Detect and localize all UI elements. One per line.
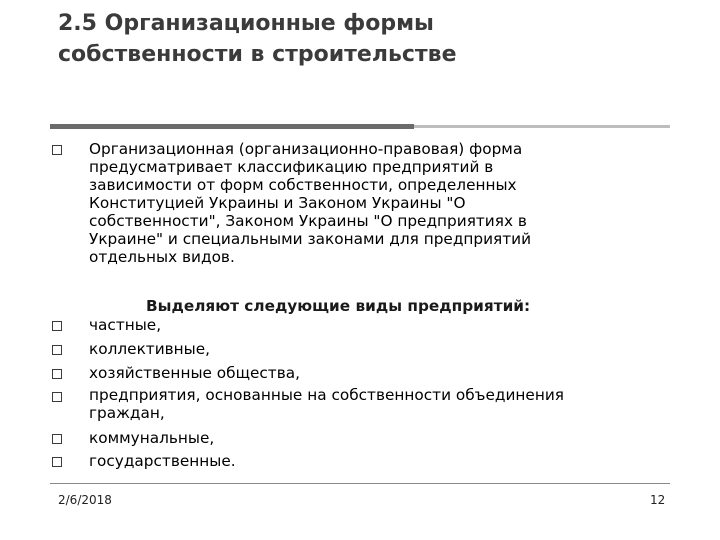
- list-item-line: граждан,: [89, 404, 165, 422]
- title-underline-light: [414, 125, 670, 128]
- paragraph-line: отдельных видов.: [89, 248, 235, 266]
- paragraph-line: Конституцией Украины и Законом Украины "О: [89, 194, 466, 212]
- slide-title-line-1: 2.5 Организационные формы: [58, 11, 434, 36]
- square-bullet-icon: [52, 321, 62, 331]
- list-item: [89, 386, 679, 422]
- paragraph-line: Организационная (организационно-правовая) форма: [89, 140, 523, 158]
- list-item-line: хозяйственные общества,: [89, 364, 300, 382]
- enterprise-types-subheading: Выделяют следующие виды предприятий:: [146, 297, 531, 315]
- intro-paragraph: [89, 140, 649, 266]
- square-bullet-icon: [52, 369, 62, 379]
- list-item-line: государственные.: [89, 452, 236, 470]
- paragraph-line: предусматривает классификацию предприятий в: [89, 158, 494, 176]
- list-item-line: частные,: [89, 316, 162, 334]
- paragraph-line: собственности", Законом Украины "О предприятиях в: [89, 212, 527, 230]
- list-item-line: коллективные,: [89, 340, 211, 358]
- square-bullet-icon: [52, 434, 62, 444]
- square-bullet-icon: [52, 392, 62, 402]
- footer-date: 2/6/2018: [58, 493, 112, 507]
- list-item-line: предприятия, основанные на собственности объединения: [89, 386, 564, 404]
- square-bullet-icon: [52, 145, 62, 155]
- list-item: [89, 428, 679, 449]
- slide-title-line-2: собственности в строительстве: [58, 42, 457, 67]
- paragraph-line: Украине" и специальными законами для предприятий: [89, 230, 532, 248]
- square-bullet-icon: [52, 457, 62, 467]
- title-underline: [50, 124, 670, 129]
- slide-title: [58, 8, 678, 70]
- title-underline-dark: [50, 124, 414, 129]
- list-item: [89, 315, 679, 336]
- paragraph-line: зависимости от форм собственности, определенных: [89, 176, 517, 194]
- square-bullet-icon: [52, 345, 62, 355]
- list-item: [89, 339, 679, 360]
- footer-divider: [50, 483, 670, 484]
- slide-number: 12: [650, 493, 666, 507]
- list-item: [89, 451, 679, 472]
- list-item-line: коммунальные,: [89, 429, 215, 447]
- list-item: [89, 363, 679, 384]
